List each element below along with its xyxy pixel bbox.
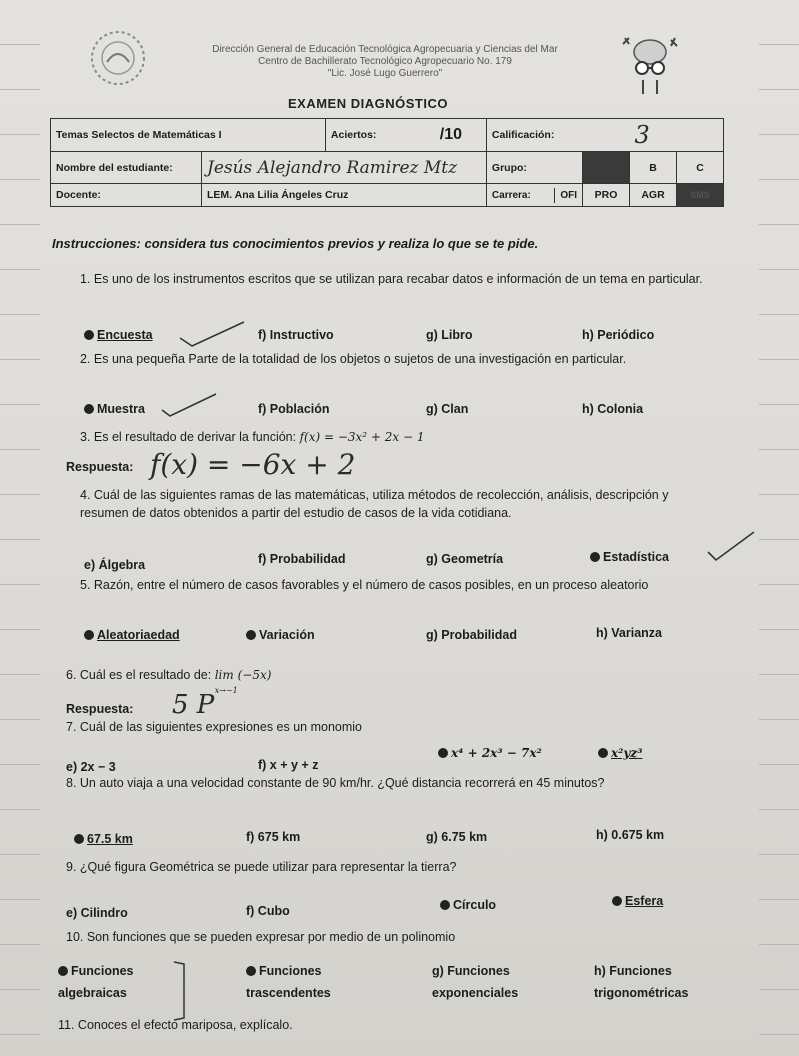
carrera-label: Carrera: <box>487 188 555 203</box>
aciertos-label: Aciertos: <box>325 119 416 152</box>
q10-option-h: h) Funciones trigonométricas <box>594 964 689 1000</box>
carrera-option-pro: PRO <box>583 184 630 207</box>
q1-option-f: f) Instructivo <box>258 328 334 342</box>
filled-bubble-icon <box>438 748 448 758</box>
filled-bubble-icon <box>598 748 608 758</box>
header-line-1: Dirección General de Educación Tecnológica Agropecuaria y Ciencias del Mar <box>212 44 558 55</box>
q2-option-e: Muestra <box>84 402 145 416</box>
q5-option-e: Aleatoriaedad <box>84 628 180 642</box>
docente-label: Docente: <box>51 184 202 207</box>
calificacion-value: 3 <box>630 119 724 152</box>
check-mark-icon <box>706 530 756 564</box>
question-2-text: 2. Es una pequeña Parte de la totalidad de los objetos o sujetos de una investigación en particular. <box>80 352 627 366</box>
q1-option-h: h) Periódico <box>582 328 655 342</box>
header-line-2: Centro de Bachillerato Tecnológico Agropecuario No. 179 <box>258 56 512 67</box>
q8-option-h: h) 0.675 km <box>596 828 665 842</box>
q1-option-e: Encuesta <box>84 328 153 342</box>
carrera-option-sms: SMS <box>677 184 724 207</box>
q10-option-e: Funciones algebraicas <box>58 964 134 1000</box>
nombre-value: Jesús Alejandro Ramirez Mtz <box>202 152 487 184</box>
docente-value: LEM. Ana Lilia Ángeles Cruz <box>202 184 487 207</box>
question-9-text: 9. ¿Qué figura Geométrica se puede utilizar para representar la tierra? <box>66 860 457 874</box>
grupo-option-b: B <box>630 152 677 184</box>
q9-option-e: e) Cilindro <box>66 906 128 920</box>
q10-option-g: g) Funciones exponenciales <box>432 964 519 1000</box>
filled-bubble-icon <box>440 900 450 910</box>
grupo-option-a: A <box>583 152 630 184</box>
filled-bubble-icon <box>246 966 256 976</box>
question-11-text: 11. Conoces el efecto mariposa, explícalo. <box>58 1018 293 1032</box>
filled-bubble-icon <box>246 630 256 640</box>
header-block <box>150 44 620 80</box>
q4-option-e: e) Álgebra <box>84 558 146 572</box>
q2-option-f: f) Población <box>258 402 330 416</box>
school-logo-icon <box>85 28 151 88</box>
q7-option-f: f) x + y + z <box>258 758 319 772</box>
aciertos-total: /10 <box>416 119 487 152</box>
q9-option-g: Círculo <box>440 898 496 912</box>
q4-option-h: Estadística <box>590 550 669 564</box>
q7-option-e: e) 2x − 3 <box>66 760 116 774</box>
q6-limit-subscript: x→−1 <box>214 686 238 695</box>
question-4-text: 4. Cuál de las siguientes ramas de las matemáticas, utiliza métodos de recolección, análisis, descripción y resumen de datos obtenidos a partir del estudio de casos de la vida cotidiana. <box>80 488 669 520</box>
q6-answer-label: Respuesta: <box>66 702 134 716</box>
header-line-3: "Lic. José Lugo Guerrero" <box>327 68 443 79</box>
nombre-label: Nombre del estudiante: <box>51 152 202 184</box>
instructions: Instrucciones: considera tus conocimientos previos y realiza lo que se te pide. <box>52 236 539 251</box>
subject-cell: Temas Selectos de Matemáticas I <box>51 119 326 152</box>
q4-option-f: f) Probabilidad <box>258 552 346 566</box>
notebook-lines-right <box>759 0 799 1056</box>
q6-formula: lim (−5x) x→−1 <box>215 668 272 682</box>
student-info-table <box>50 118 724 207</box>
question-3-text: 3. Es el resultado de derivar la función: f(x) = −3x² + 2x − 1 <box>80 430 425 444</box>
question-8-text: 8. Un auto viaja a una velocidad constante de 90 km/hr. ¿Qué distancia recorrerá en 45 minutos? <box>66 776 605 790</box>
check-mark-icon <box>160 392 220 418</box>
question-7-text: 7. Cuál de las siguientes expresiones es un monomio <box>66 720 363 734</box>
q9-option-f: f) Cubo <box>246 904 290 918</box>
q1-option-g: g) Libro <box>426 328 473 342</box>
filled-bubble-icon <box>74 834 84 844</box>
q7-option-h: x²yz³ <box>598 746 642 760</box>
q10-option-f: Funciones trascendentes <box>246 964 331 1000</box>
grupo-option-c: C <box>677 152 724 184</box>
exam-title: EXAMEN DIAGNÓSTICO <box>288 96 448 111</box>
q6-handwritten-answer: 5 P <box>172 690 215 720</box>
grupo-label: Grupo: <box>486 152 582 184</box>
q9-option-h: Esfera <box>612 894 663 908</box>
question-1-text: 1. Es uno de los instrumentos escritos que se utilizan para recabar datos e información de un tema en particular. <box>80 272 703 286</box>
q5-option-h: h) Varianza <box>596 626 662 640</box>
q3-answer-label: Respuesta: <box>66 460 134 474</box>
q5-option-f: Variación <box>246 628 315 642</box>
filled-bubble-icon <box>84 330 94 340</box>
carrera-option-agr: AGR <box>630 184 677 207</box>
q2-option-g: g) Clan <box>426 402 469 416</box>
bracket-mark-icon <box>170 960 190 1022</box>
filled-bubble-icon <box>84 404 94 414</box>
filled-bubble-icon <box>58 966 68 976</box>
q8-option-g: g) 6.75 km <box>426 830 488 844</box>
q5-option-g: g) Probabilidad <box>426 628 517 642</box>
q3-formula: f(x) = −3x² + 2x − 1 <box>299 430 425 444</box>
carrera-option-ofi: OFI <box>560 189 577 201</box>
calificacion-label: Calificación: <box>486 119 629 152</box>
filled-bubble-icon <box>590 552 600 562</box>
question-6-text: 6. Cuál es el resultado de: lim (−5x) x→−1 <box>66 666 271 684</box>
q8-option-f: f) 675 km <box>246 830 301 844</box>
question-10-text: 10. Son funciones que se pueden expresar por medio de un polinomio <box>66 930 456 944</box>
q4-option-g: g) Geometría <box>426 552 504 566</box>
brain-mascot-icon <box>615 30 685 100</box>
q3-handwritten-answer: f(x) = −6x + 2 <box>150 448 356 481</box>
q2-option-h: h) Colonia <box>582 402 644 416</box>
filled-bubble-icon <box>612 896 622 906</box>
q7-option-g: x⁴ + 2x³ − 7x² <box>438 746 542 760</box>
filled-bubble-icon <box>84 630 94 640</box>
check-mark-icon <box>178 318 248 348</box>
q8-option-e: 67.5 km <box>74 832 133 846</box>
notebook-lines-left <box>0 0 40 1056</box>
question-5-text: 5. Razón, entre el número de casos favorables y el número de casos posibles, en un proceso aleatorio <box>80 578 649 592</box>
